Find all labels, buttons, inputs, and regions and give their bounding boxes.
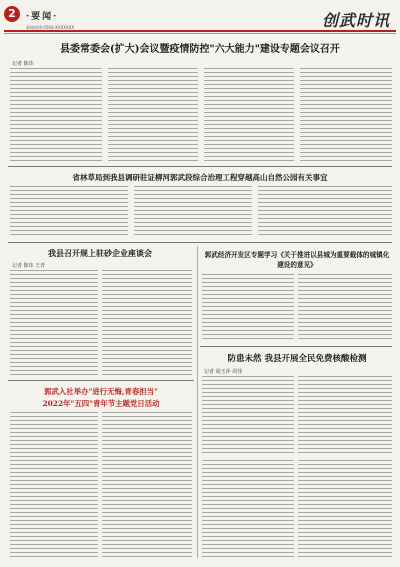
article-text-column (202, 376, 294, 456)
divider (8, 380, 194, 381)
article-text-column (10, 270, 98, 376)
article-byline: 记者 陈玮 王青 (12, 263, 46, 269)
masthead-thin-rule (4, 33, 396, 34)
article-text-column (298, 460, 392, 558)
column-divider (197, 246, 198, 558)
article-text-column (10, 186, 128, 238)
article-text-column (258, 186, 392, 238)
divider (8, 242, 392, 243)
article-text-column (202, 460, 294, 558)
article-text-column (300, 68, 392, 162)
masthead (4, 3, 396, 33)
masthead-rule (4, 30, 396, 32)
article-text-column (10, 412, 98, 558)
article-text-column (298, 376, 392, 456)
article-text-column (202, 274, 294, 342)
article-headline: 郭武经济开发区专题学习《关于推进以县城为重要载体的城镇化建设的意见》 (204, 251, 390, 269)
article-text-column (204, 68, 294, 162)
article-text-column (134, 186, 252, 238)
divider (8, 166, 392, 167)
section-title: ·要闻· (26, 12, 59, 22)
article-headline: 郭武入社举办"进行无悔,青春担当" (44, 387, 158, 396)
article-headline: 防患未然 我县开展全民免费核酸检测 (227, 354, 367, 364)
article-byline: 记者 陈玮 (12, 61, 34, 67)
article-text-column (102, 270, 192, 376)
article-headline: 我县召开规上驻砂企业座谈会 (48, 248, 152, 258)
article-text-column (10, 68, 102, 162)
article-text-column (102, 412, 192, 558)
divider (200, 346, 392, 347)
paper-name: 创武时讯 (321, 11, 390, 30)
article-byline: 记者 胡玉萍 周伟 (204, 369, 243, 375)
article-headline-line2: 2022年"五四"青年节主题党日活动 (42, 399, 160, 408)
article-text-column (298, 274, 392, 342)
article-text-column (108, 68, 198, 162)
article-headline: 县委常委会(扩大)会议暨疫情防控"六大能力"建设专题会议召开 (60, 44, 340, 55)
info-line: 新闻热线:0564-XXXXXXX (26, 25, 75, 30)
article-headline: 省林草局到我县调研驻证柳河郭武段综合治理工程穿越高山自然公园有关事宜 (72, 173, 328, 182)
page-number: 2 (4, 6, 20, 22)
